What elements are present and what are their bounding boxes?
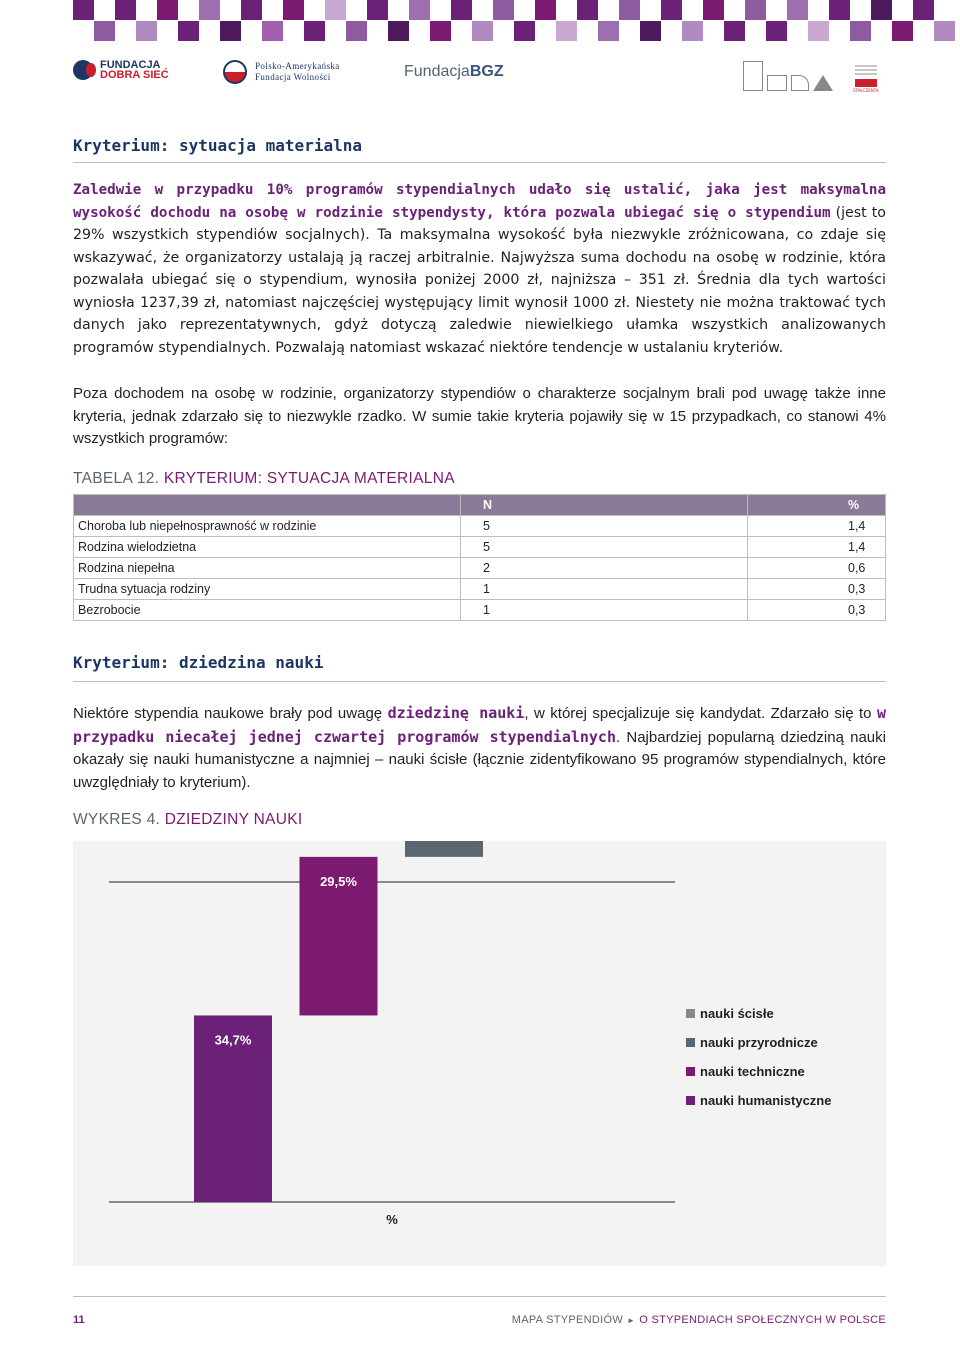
chart-bar-label-2: 29,5% [320,873,357,889]
legend-item [686,1057,831,1086]
logo-fds-line2: DOBRA SIEĆ [100,69,169,81]
legend-item [686,1028,831,1057]
band-square [871,0,892,20]
band-square [367,0,388,20]
chart-legend [686,999,831,1115]
table-cell-pct: 0,3 [748,600,886,621]
table-row [74,537,886,558]
band-square [535,0,556,20]
paragraph-science-part-c: , w której specjalizuje się kandydat. Zdarzało się to [524,705,877,722]
paragraph-science-part-a: Niektóre stypendia naukowe brały pod uwagę [73,705,388,722]
band-square [199,0,220,20]
band-square [430,21,451,41]
legend-label: nauki przyrodnicze [700,1035,818,1050]
band-square [136,21,157,41]
band-square [808,21,829,41]
arrow-right-icon: ► [627,1316,636,1325]
table-cell-pct: 1,4 [748,537,886,558]
band-square [73,0,94,20]
legend-item [686,1086,831,1115]
band-square [556,21,577,41]
partner-logo-text: STAŁCZENTA [853,88,879,93]
band-square [115,0,136,20]
legend-swatch [686,1067,695,1076]
running-head-prefix: MAPA STYPENDIÓW [511,1314,624,1326]
heading-divider [73,681,886,682]
logo-pafw-line2: Fundacja Wolności [255,72,331,82]
chart-x-label: % [386,1212,398,1227]
table-row [74,600,886,621]
table-cell-pct: 0,6 [748,558,886,579]
band-square [283,0,304,20]
section-heading-sytuacja-materialna: Kryterium: sytuacja materialna [73,136,362,155]
table-cell-label: Trudna sytuacja rodziny [74,579,461,600]
band-square [745,0,766,20]
fundacja-dobra-siec-logo [73,60,169,80]
table-cell-n: 1 [461,579,748,600]
table-row [74,516,886,537]
band-square [472,21,493,41]
band-square [94,21,115,41]
band-square [388,21,409,41]
table-cell-n: 5 [461,516,748,537]
table-caption-prefix: TABELA 12. [73,470,160,487]
band-square [850,21,871,41]
table-header-row [74,495,886,516]
legend-swatch [686,1009,695,1018]
band-square [325,0,346,20]
logo-bgz-prefix: Fundacja [404,63,470,80]
paragraph-science-part-e: . Najbardziej popularną dziedziną nauki okazały się nauki humanistyczne a najmniej – nauki ścisłe (łącznie zidentyfikowano 95 programów stypendialnych, które uwzględniały to kryterium). [73,728,886,791]
band-square [787,0,808,20]
paragraph-income-highlight: Zaledwie w przypadku 10% programów stypendialnych udało się ustalić, jaka jest maksymalna wysokość dochodu na osobę w rodzinie stypendysty, która pozwala ubiegać się o stypendium [73,182,886,221]
legend-label: nauki techniczne [700,1064,805,1079]
table-header-label [74,495,461,516]
logo-pafw-line1: Polsko-Amerykańska [255,61,340,71]
partner-logo [853,61,883,93]
table-row [74,558,886,579]
science-fields-chart [73,841,886,1266]
paragraph-income-criterion [73,179,886,359]
table-cell-pct: 1,4 [748,516,886,537]
table-cell-pct: 0,3 [748,579,886,600]
table-header-n: N [461,495,748,516]
band-square [913,0,934,20]
table-cell-label: Choroba lub niepełnosprawność w rodzinie [74,516,461,537]
fundacja-bgz-logo [404,63,504,81]
legend-swatch [686,1096,695,1105]
paragraph-income-rest: (jest to 29% wszystkich stypendiów socjalnych). Ta maksymalna wysokość była niezwykle zróżnicowana, co zdaje się wskazywać, że organizatorzy ustalają ją raczej arbitralnie. Najwyższa suma dochodu na osobę w rodzinie, która pozwalała ubiegać się o stypendium, wynosiła poniżej 2000 zł, najniższa – 351 zł. Średnia dla tych wartości wyniosła 1237,39 zł, natomiast najczęściej występujący limit wynosił 1000 zł. Niestety nie można traktować tych danych jako reprezentatywnych, gdyż dotyczą zaledwie niewielkiego ułamka wszystkich analizowanych programów stypendialnych. Pozwalają natomiast wskazać niektóre tendencje w ustalaniu kryteriów. [73,204,886,356]
band-square [703,0,724,20]
chart-bar-3 [405,841,483,857]
pafw-logo [223,60,340,84]
chart-caption-title: DZIEDZINY NAUKI [164,811,303,828]
band-square [493,0,514,20]
legend-label: nauki humanistyczne [700,1093,832,1108]
table-caption-title: KRYTERIUM: SYTUACJA MATERIALNA [163,470,455,487]
fundacja-dobra-siec-mark-icon [73,60,93,80]
table-caption [73,470,455,488]
footer-divider [73,1296,886,1297]
paragraph-science-field [73,702,886,794]
band-square [682,21,703,41]
logo-fds-line1: FUNDACJA [100,59,161,71]
band-square [724,21,745,41]
table-cell-n: 1 [461,600,748,621]
band-square [409,0,430,20]
partner-logo-block-icon [855,79,877,87]
band-square [304,21,325,41]
table-cell-label: Rodzina wielodzietna [74,537,461,558]
pafw-seal-icon [223,60,247,84]
section-heading-dziedzina-nauki: Kryterium: dziedzina nauki [73,653,324,672]
band-square [640,21,661,41]
band-square [220,21,241,41]
running-head [512,1314,886,1326]
chart-caption [73,811,302,829]
band-square [892,21,913,41]
page-number: 11 [73,1314,85,1326]
header-color-band [73,0,960,42]
table-cell-n: 5 [461,537,748,558]
legend-swatch [686,1038,695,1047]
table-row [74,579,886,600]
band-square [346,21,367,41]
band-square [514,21,535,41]
chart-caption-prefix: WYKRES 4. [73,811,161,828]
table-cell-n: 2 [461,558,748,579]
table-cell-label: Rodzina niepełna [74,558,461,579]
logo-bgz-suffix: BGZ [469,63,504,80]
chart-bar-label-1: 34,7% [214,1032,252,1048]
band-square [766,21,787,41]
table-cell-label: Bezrobocie [74,600,461,621]
heading-divider [73,162,886,163]
band-square [262,21,283,41]
band-square [577,0,598,20]
band-square [829,0,850,20]
band-square [241,0,262,20]
band-square [619,0,640,20]
paragraph-other-criteria: Poza dochodem na osobę w rodzinie, organizatorzy stypendiów o charakterze socjalnym brali pod uwagę także inne kryteria, jednak zdarzało się to niezwykle rzadko. W sumie takie kryteria pojawiły się w 15 przypadkach, co stanowi 4% wszystkich programów: [73,385,886,447]
paragraph-science-highlight-1: dziedzinę nauki [387,704,525,722]
band-square [661,0,682,20]
band-square [934,21,955,41]
running-head-title: O STYPENDIACH SPOŁECZNYCH W POLSCE [639,1314,886,1326]
table-header-pct: % [748,495,886,516]
criteria-table [73,494,886,621]
band-square [451,0,472,20]
band-square [157,0,178,20]
shapes-logo-icon [743,61,833,91]
legend-label: nauki ścisłe [700,1006,774,1021]
header-logos [73,55,886,95]
band-square [178,21,199,41]
legend-item [686,999,831,1028]
paragraph-science-highlight-2: w przypadku niecałej jednej czwartej programów stypendialnych [73,704,887,746]
band-square [598,21,619,41]
